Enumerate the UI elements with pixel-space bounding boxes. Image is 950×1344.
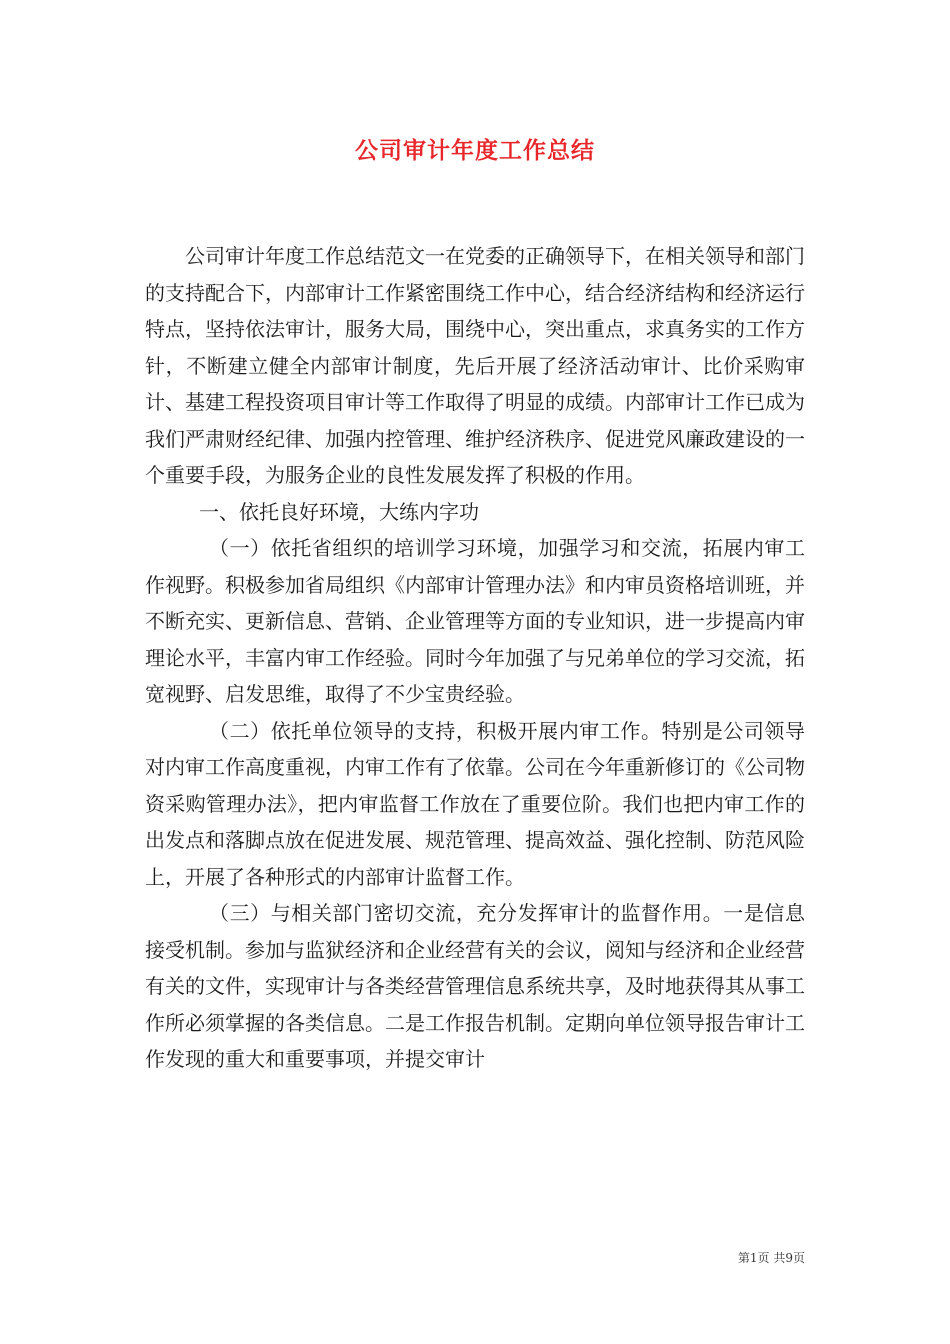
page-number-footer <box>738 1249 805 1266</box>
subsection-paragraph-2: （二）依托单位领导的支持，积极开展内审工作。特别是公司领导对内审工作高度重视，内审工作有了依靠。公司在今年重新修订的《公司物资采购管理办法》，把内审监督工作放在了重要位阶。我们也把内审工作的出发点和落脚点放在促进发展、规范管理、提高效益、强化控制、防范风险上，开展了各种形式的内部审计监督工作。 <box>145 718 805 889</box>
intro-paragraph: 公司审计年度工作总结范文一在党委的正确领导下，在相关领导和部门的支持配合下，内部审计工作紧密围绕工作中心，结合经济结构和经济运行特点，坚持依法审计，服务大局，围绕中心，突出重点，求真务实的工作方针，不断建立健全内部审计制度，先后开展了经济活动审计、比价采购审计、基建工程投资项目审计等工作取得了明显的成绩。内部审计工作已成为我们严肃财经纪律、加强内控管理、维护经济秩序、促进党风廉政建设的一个重要手段，为服务企业的良性发展发挥了积极的作用。 <box>145 244 805 487</box>
subsection-paragraph-1: （一）依托省组织的培训学习环境，加强学习和交流，拓展内审工作视野。积极参加省局组织《内部审计管理办法》和内审员资格培训班，并不断充实、更新信息、营销、企业管理等方面的专业知识，进一步提高内审理论水平，丰富内审工作经验。同时今年加强了与兄弟单位的学习交流，拓宽视野、启发思维，取得了不少宝贵经验。 <box>145 536 805 706</box>
total-page-count: 9 <box>785 1251 793 1265</box>
footer-prefix: 第 <box>737 1251 750 1265</box>
section-heading-1: 一、依托良好环境，大练内字功 <box>199 499 479 524</box>
document-body <box>145 238 805 1078</box>
subsection-paragraph-3: （三）与相关部门密切交流，充分发挥审计的监督作用。一是信息接受机制。参加与监狱经济和企业经营有关的会议，阅知与经济和企业经营有关的文件，实现审计与各类经营管理信息系统共享，及时地获得其从事工作所必须掌握的各类信息。二是工作报告机制。定期向单位领导报告审计工作发现的重大和重要事项，并提交审计 <box>145 901 805 1071</box>
current-page-number: 1 <box>749 1251 758 1265</box>
footer-suffix: 页 <box>792 1251 805 1265</box>
footer-middle: 页 共 <box>757 1251 786 1265</box>
document-title: 公司审计年度工作总结 <box>355 137 595 164</box>
